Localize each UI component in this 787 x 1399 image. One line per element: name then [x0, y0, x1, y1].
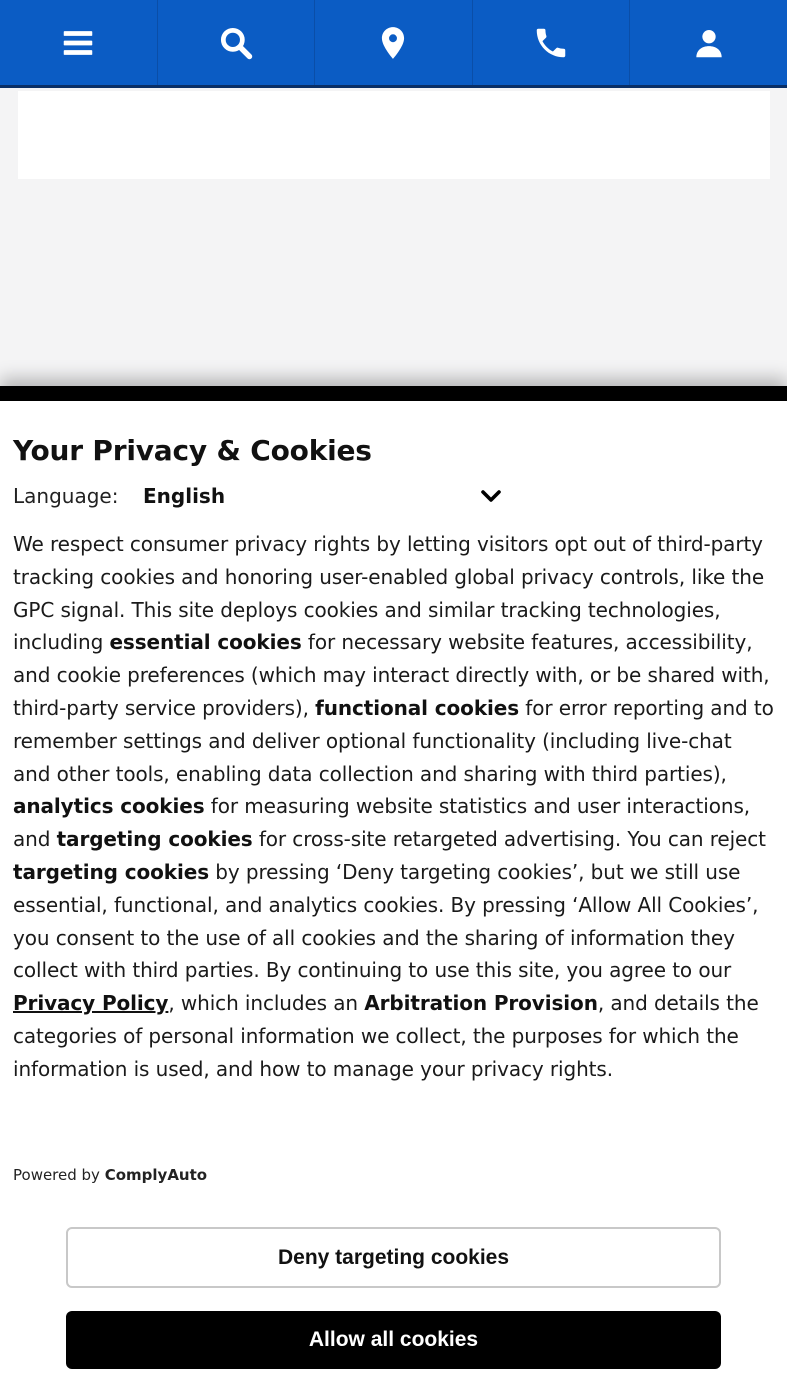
phone-icon — [532, 24, 570, 62]
dialog-title: Your Privacy & Cookies — [13, 434, 372, 467]
phone-button[interactable] — [473, 0, 631, 85]
powered-by — [13, 1166, 207, 1184]
text-segment: for error reporting and to remember settings and deliver optional functionality (including live-chat and other tools, enabling data collection and sharing with third parties), — [13, 695, 774, 786]
location-button[interactable] — [315, 0, 473, 85]
cookie-consent-dialog — [0, 386, 787, 1399]
privacy-description — [13, 528, 775, 1086]
essential-cookies-term: essential cookies — [109, 630, 302, 655]
text-segment: , which includes an — [168, 991, 365, 1016]
menu-button[interactable] — [0, 0, 158, 85]
functional-cookies-term: functional cookies — [315, 695, 520, 720]
content-card — [18, 91, 770, 179]
analytics-cookies-term: analytics cookies — [13, 794, 205, 819]
powered-by-prefix: Powered by — [13, 1166, 105, 1184]
location-pin-icon — [374, 24, 412, 62]
menu-icon — [59, 24, 97, 62]
language-row — [13, 481, 503, 511]
search-button[interactable] — [158, 0, 316, 85]
powered-by-brand: ComplyAuto — [104, 1166, 208, 1184]
language-select[interactable] — [143, 481, 503, 511]
text-segment: We respect consumer privacy rights by letting visitors opt out of third-party tracking cookies and honoring user-enabled global privacy controls, like the GPC signal. This site deploys cookies and similar tracking technologies, including — [13, 532, 765, 655]
text-segment: for cross-site retargeted advertising. You can reject — [252, 827, 766, 852]
allow-all-cookies-button[interactable]: Allow all cookies — [66, 1311, 721, 1369]
deny-targeting-cookies-button[interactable]: Deny targeting cookies — [66, 1227, 721, 1288]
top-navigation-bar — [0, 0, 787, 88]
privacy-policy-link[interactable]: Privacy Policy — [13, 991, 169, 1016]
account-button[interactable] — [630, 0, 787, 85]
search-icon — [217, 24, 255, 62]
language-label: Language: — [13, 484, 119, 508]
targeting-cookies-term: targeting cookies — [56, 827, 253, 852]
text-segment: for measuring website statistics and user interactions, and — [13, 794, 751, 852]
text-segment: , and details the categories of personal information we collect, the purposes for which the information is used, and how to manage your privacy rights. — [13, 991, 759, 1081]
arbitration-provision-term: Arbitration Provision — [364, 991, 598, 1016]
user-icon — [690, 24, 728, 62]
text-segment: by pressing ‘Deny targeting cookies’, but we still use essential, functional, and analytics cookies. By pressing ‘Allow All Cookies’, you consent to the use of all cookies and the sharing of information they collect with third parties. By continuing to use this site, you agree to our — [13, 859, 759, 983]
language-selected-value: English — [143, 484, 226, 508]
text-segment: for necessary website features, accessibility, and cookie preferences (which may interact directly with, or be shared with, third-party service providers), — [13, 630, 770, 720]
chevron-down-icon — [479, 484, 503, 508]
targeting-cookies-term: targeting cookies — [13, 859, 209, 884]
